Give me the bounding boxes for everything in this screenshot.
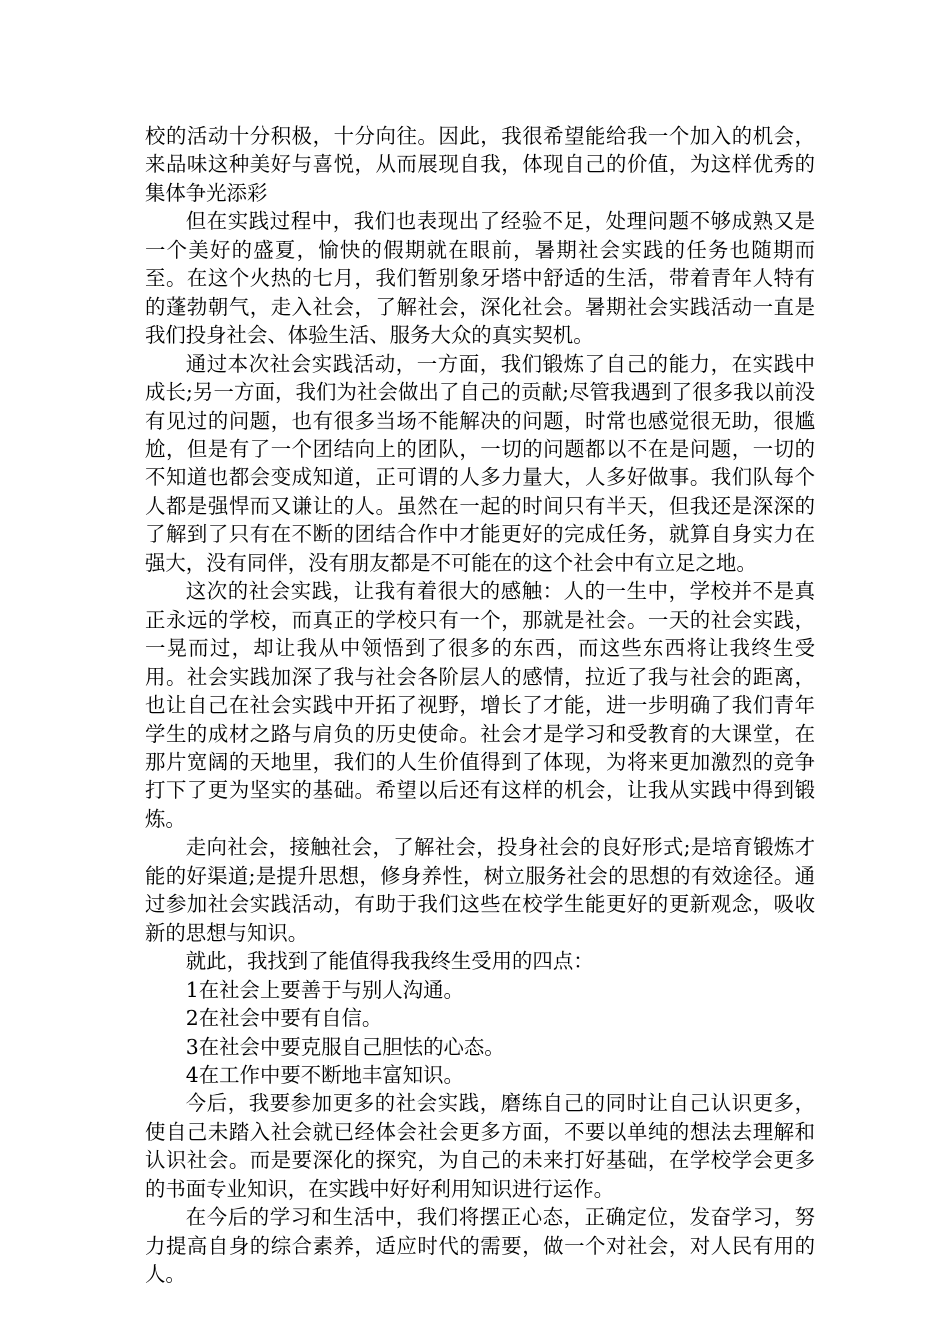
paragraph-reflection: 这次的社会实践，让我有着很大的感触：人的一生中，学校并不是真正永远的学校，而真正的学校只有一个，那就是社会。一天的社会实践，一晃而过，却让我从中领悟到了很多的东西，而这些东西将让我终生受用。社会实践加深了我与社会各阶层人的感情，拉近了我与社会的距离，也让自己在社会实践中开拓了视野，增长了才能，进一步明确了我们青年学生的成材之路与肩负的历史使命。社会才是学习和受教育的大课堂，在那片宽阔的天地里，我们的人生价值得到了体现，为将来更加激烈的竞争打下了更为坚实的基础。希望以后还有这样的机会，让我从实践中得到锻炼。 [145, 579, 815, 831]
paragraph-experience: 但在实践过程中，我们也表现出了经验不足，处理问题不够成熟又是一个美好的盛夏，愉快的假期就在眼前，暑期社会实践的任务也随期而至。在这个火热的七月，我们暂别象牙塔中舒适的生活，带着青年人特有的蓬勃朝气，走入社会，了解社会，深化社会。暑期社会实践活动一直是我们投身社会、体验生活、服务大众的真实契机。 [145, 209, 815, 348]
paragraph-four-points-intro: 就此，我找到了能值得我我终生受用的四点： [185, 949, 594, 974]
paragraph-continuation: 校的活动十分积极，十分向往。因此，我很希望能给我一个加入的机会，来品味这种美好与喜悦，从而展现自我，体现自己的价值，为这样优秀的集体争光添彩 [145, 124, 815, 205]
paragraph-future-practice: 今后，我要参加更多的社会实践，磨练自己的同时让自己认识更多，使自己未踏入社会就已经体会社会更多方面，不要以单纯的想法去理解和认识社会。而是要深化的探究，为自己的未来打好基础，在学校学会更多的书面专业知识，在实践中好好利用知识进行运作。 [145, 1091, 815, 1201]
list-item-point-3: 3在社会中要克服自己胆怯的心态。 [185, 1034, 505, 1059]
list-item-point-1: 1在社会上要善于与别人沟通。 [185, 977, 464, 1002]
paragraph-conclusion: 在今后的学习和生活中，我们将摆正心态，正确定位，发奋学习，努力提高自身的综合素养，适应时代的需要，做一个对社会，对人民有用的人。 [145, 1205, 815, 1287]
list-item-point-4: 4在工作中要不断地丰富知识。 [185, 1062, 464, 1087]
paragraph-society: 走向社会，接触社会，了解社会，投身社会的良好形式;是培育锻炼才能的好渠道;是提升思想，修身养性，树立服务社会的思想的有效途径。通过参加社会实践活动，有助于我们这些在校学生能更好的更新观念，吸收新的思想与知识。 [145, 835, 815, 945]
paragraph-teamwork: 通过本次社会实践活动，一方面，我们锻炼了自己的能力，在实践中成长;另一方面，我们为社会做出了自己的贡献;尽管我遇到了很多我以前没有见过的问题，也有很多当场不能解决的问题，时常也感觉很无助，很尴尬，但是有了一个团结向上的团队，一切的问题都以不在是问题，一切的不知道也都会变成知道，正可谓的人多力量大，人多好做事。我们队每个人都是强悍而又谦让的人。虽然在一起的时间只有半天，但我还是深深的了解到了只有在不断的团结合作中才能更好的完成任务，就算自身实力在强大，没有同伴，没有朋友都是不可能在的这个社会中有立足之地。 [145, 351, 815, 575]
list-item-point-2: 2在社会中要有自信。 [185, 1006, 383, 1031]
document-body [145, 122, 815, 1289]
